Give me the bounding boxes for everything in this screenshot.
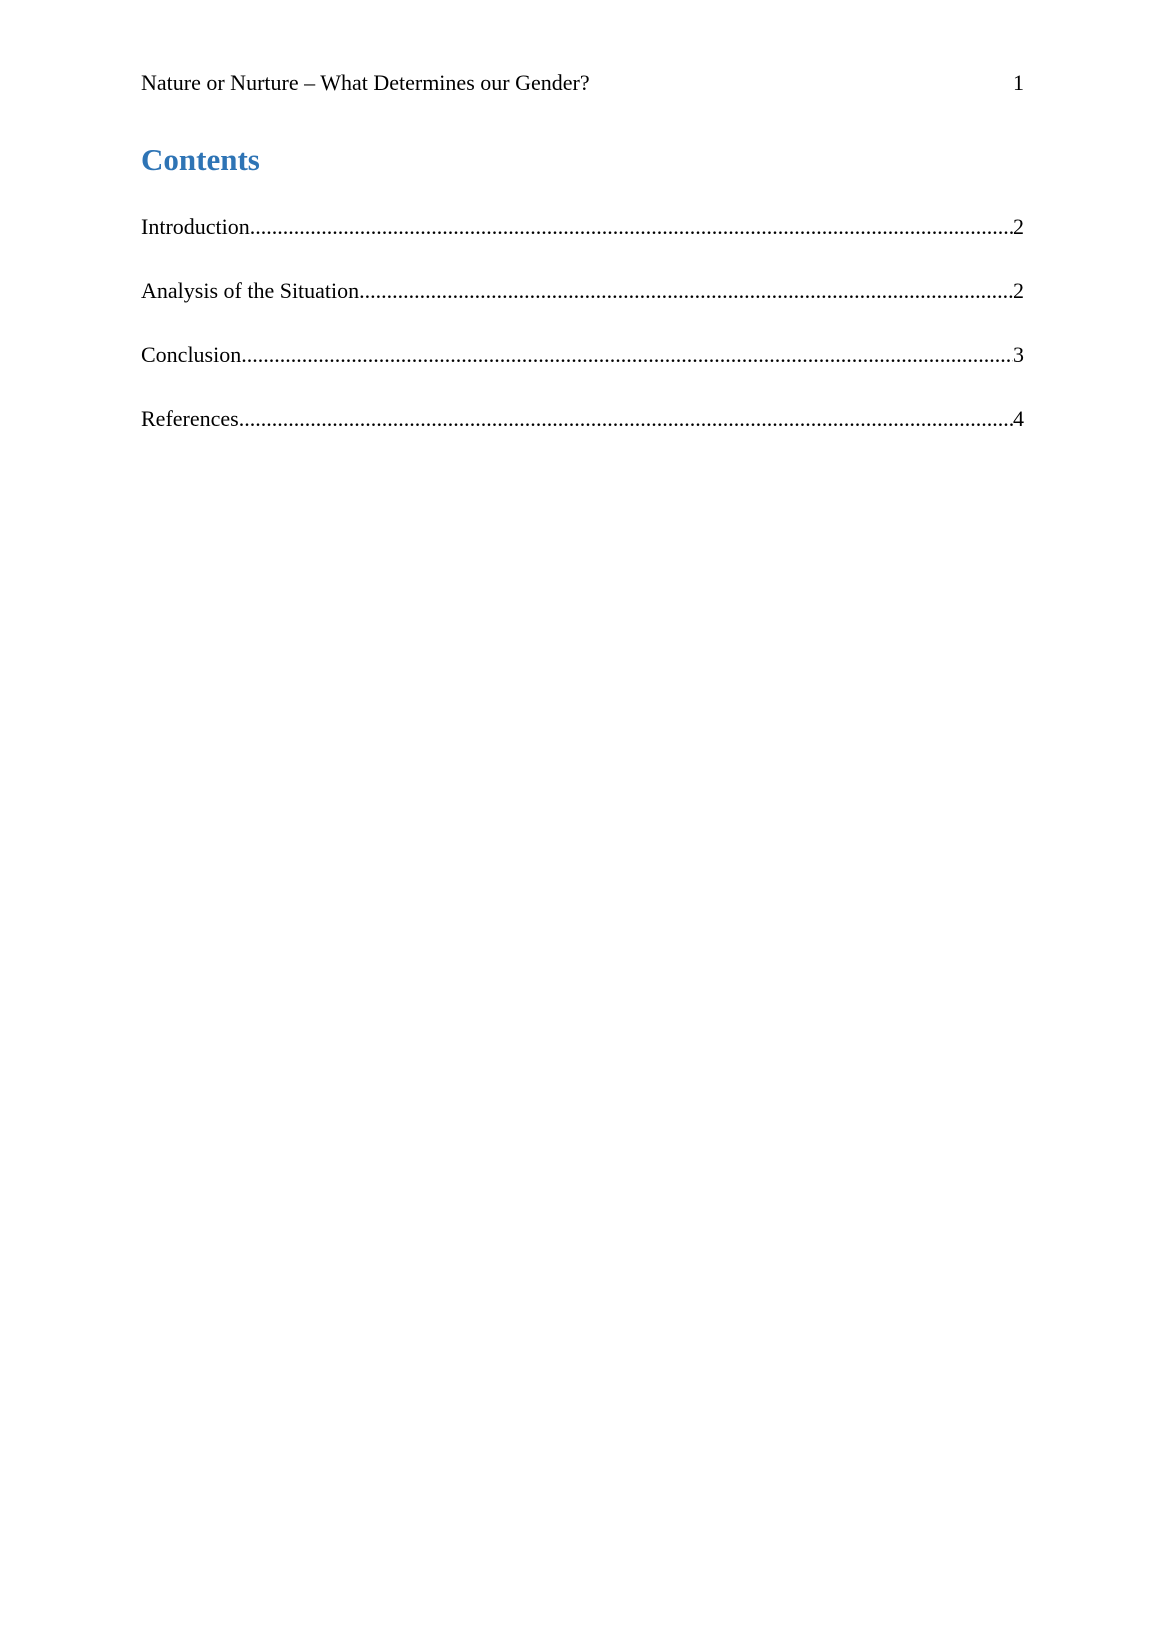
toc-dot-leader (241, 340, 1013, 370)
toc-entry-page: 3 (1013, 342, 1024, 367)
toc-entry-page: 4 (1013, 406, 1024, 431)
toc-dot-leader (239, 404, 1013, 434)
toc-entry-introduction[interactable] (141, 212, 1024, 242)
toc-entry-title: Introduction (141, 214, 250, 239)
toc-heading: Contents (141, 142, 260, 177)
toc-entry-page: 2 (1013, 214, 1024, 239)
toc-dot-leader (250, 212, 1013, 242)
header-page-number: 1 (1013, 70, 1024, 95)
toc-entry-title: References (141, 406, 239, 431)
toc-entry-title: Conclusion (141, 342, 242, 367)
toc-dot-leader (359, 276, 1013, 306)
header-title: Nature or Nurture – What Determines our Gender? (141, 70, 590, 95)
running-header (141, 68, 1024, 98)
toc-entry-analysis[interactable] (141, 276, 1024, 306)
toc-entry-references[interactable] (141, 404, 1024, 434)
toc-entry-page: 2 (1013, 278, 1024, 303)
toc-entry-conclusion[interactable] (141, 340, 1024, 370)
toc-entry-title: Analysis of the Situation (141, 278, 360, 303)
table-of-contents (141, 212, 1024, 468)
